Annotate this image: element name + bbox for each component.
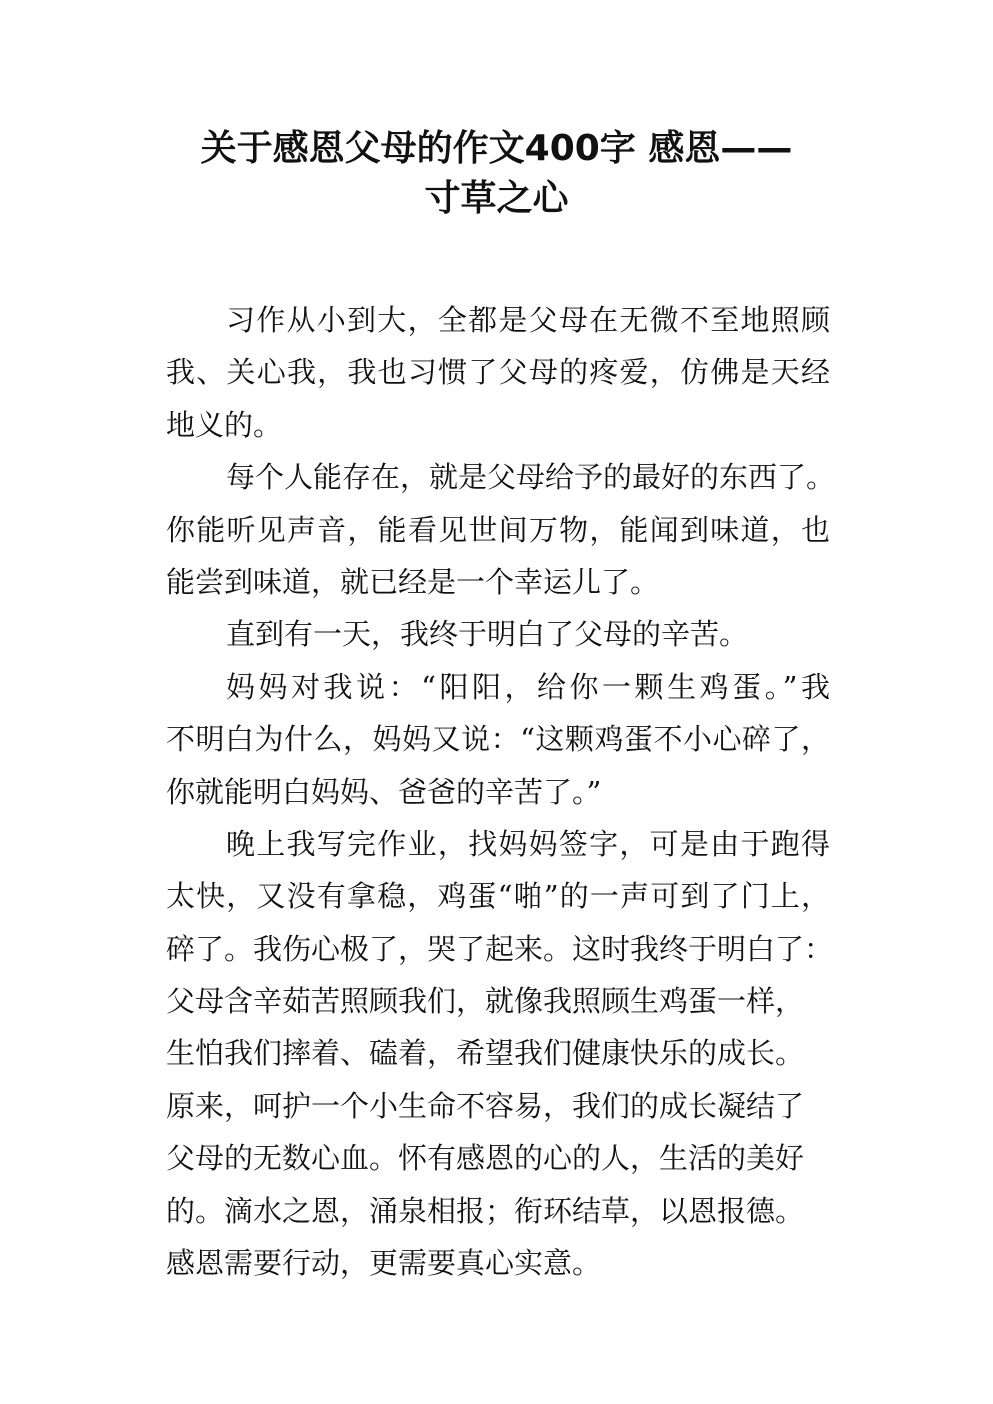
text-line: 每个人能存在，就是父母给予的最好的东西了。 (226, 460, 836, 495)
text-line: 生怕我们摔着、磕着，希望我们健康快乐的成长。 (166, 1036, 805, 1071)
document-title-line-1: 关于感恩父母的作文400字 感恩—— (200, 128, 793, 169)
paragraph (166, 294, 830, 451)
text-line: 太快，又没有拿稳，鸡蛋“啪”的一声可到了门上， (166, 879, 830, 914)
text-line: 碎了。我伤心极了，哭了起来。这时我终于明白了： (166, 931, 834, 966)
text-line: 父母含辛茹苦照顾我们，就像我照顾生鸡蛋一样， (166, 984, 805, 1019)
text-line: 晚上我写完作业，找妈妈签字，可是由于跑得 (226, 826, 830, 861)
text-line: 地义的。 (166, 407, 283, 442)
paragraph (166, 451, 836, 608)
text-line: 不明白为什么，妈妈又说：“这颗鸡蛋不小心碎了， (166, 722, 830, 757)
text-line: 父母的无数心血。怀有感恩的心的人，生活的美好 (166, 1141, 805, 1176)
document-body (166, 294, 836, 1289)
text-line: 妈妈对我说：“阳阳，给你一颗生鸡蛋。”我 (226, 669, 830, 704)
document-title-line-2: 寸草之心 (424, 178, 569, 219)
text-line: 你能听见声音，能看见世间万物，能闻到味道，也 (166, 512, 830, 547)
text-line: 我、关心我，我也习惯了父母的疼爱，仿佛是天经 (166, 355, 830, 390)
text-line: 直到有一天，我终于明白了父母的辛苦。 (226, 617, 749, 652)
text-line: 能尝到味道，就已经是一个幸运儿了。 (166, 564, 660, 599)
text-line: 你就能明白妈妈、爸爸的辛苦了。” (166, 774, 602, 809)
paragraph (166, 608, 830, 660)
paragraph (166, 818, 834, 1290)
text-line: 习作从小到大，全都是父母在无微不至地照顾 (226, 303, 830, 337)
text-line: 感恩需要行动，更需要真心实意。 (166, 1246, 602, 1281)
paragraph (166, 661, 830, 818)
text-line: 原来，呵护一个小生命不容易，我们的成长凝结了 (166, 1088, 805, 1123)
text-line: 的。滴水之恩，涌泉相报；衔环结草，以恩报德。 (166, 1193, 805, 1228)
